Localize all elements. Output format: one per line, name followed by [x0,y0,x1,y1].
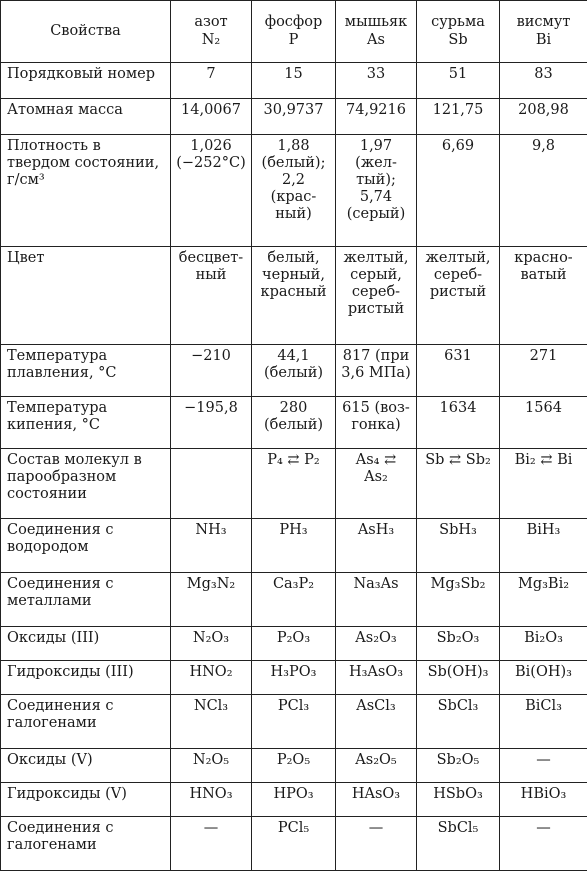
value-cell: 1564 [500,397,587,449]
element-symbol: N₂ [201,31,221,48]
value-cell: 1634 [417,397,500,449]
value-cell: SbCl₃ [417,695,500,749]
property-label: Гидроксиды (V) [1,783,171,817]
value-cell: 1,88 (белый); 2,2 (крас- ный) [252,135,336,247]
row-halogen-compounds-v [1,817,587,871]
value-cell: PH₃ [252,519,336,573]
value-cell: PCl₃ [252,695,336,749]
value-cell: P₂O₅ [252,749,336,783]
value-cell: Sb(OH)₃ [417,661,500,695]
value-cell: PCl₅ [252,817,336,871]
value-cell: 615 (воз- гонка) [336,397,417,449]
row-boiling-point [1,397,587,449]
value-cell: 1,97 (жел- тый); 5,74 (серый) [336,135,417,247]
row-oxides-iii [1,627,587,661]
element-symbol: Bi [535,31,552,48]
element-name: фосфор [264,14,323,31]
header-antimony [417,1,500,63]
value-cell: Sb₂O₃ [417,627,500,661]
value-cell: P₄ ⇄ P₂ [252,449,336,519]
value-cell: 271 [500,345,587,397]
value-cell: HSbO₃ [417,783,500,817]
value-cell: — [500,749,587,783]
value-cell: SbCl₅ [417,817,500,871]
element-name: висмут [516,14,571,31]
property-label: Температура кипения, °C [1,397,171,449]
value-cell [171,449,252,519]
header-bismuth [500,1,587,63]
value-cell: Sb₂O₅ [417,749,500,783]
value-cell: белый, черный, красный [252,247,336,345]
value-cell: 1,026 (−252°C) [171,135,252,247]
value-cell: 51 [417,63,500,99]
value-cell: −210 [171,345,252,397]
value-cell: N₂O₅ [171,749,252,783]
value-cell: 44,1 (белый) [252,345,336,397]
property-label: Температура плавления, °C [1,345,171,397]
value-cell: HAsO₃ [336,783,417,817]
element-symbol: Sb [448,31,468,48]
value-cell: As₂O₅ [336,749,417,783]
element-name: азот [194,14,228,31]
row-halogen-compounds-iii [1,695,587,749]
header-phosphorus [252,1,336,63]
value-cell: AsCl₃ [336,695,417,749]
value-cell: 208,98 [500,99,587,135]
value-cell: бесцвет- ный [171,247,252,345]
row-atomic-number [1,63,587,99]
value-cell: Mg₃Bi₂ [500,573,587,627]
value-cell: — [500,817,587,871]
value-cell: 631 [417,345,500,397]
value-cell: — [171,817,252,871]
value-cell: SbH₃ [417,519,500,573]
value-cell: −195,8 [171,397,252,449]
row-hydroxides-iii [1,661,587,695]
property-label: Соединения с галогенами [1,817,171,871]
value-cell: 280 (белый) [252,397,336,449]
value-cell: HBiO₃ [500,783,587,817]
value-cell: AsH₃ [336,519,417,573]
value-cell: N₂O₃ [171,627,252,661]
row-metal-compounds [1,573,587,627]
property-label: Атомная масса [1,99,171,135]
row-oxides-v [1,749,587,783]
value-cell: Sb ⇄ Sb₂ [417,449,500,519]
property-label: Гидроксиды (III) [1,661,171,695]
row-hydroxides-v [1,783,587,817]
value-cell: Na₃As [336,573,417,627]
property-label: Оксиды (III) [1,627,171,661]
value-cell: HPO₃ [252,783,336,817]
row-atomic-mass [1,99,587,135]
value-cell: As₄ ⇄ As₂ [336,449,417,519]
value-cell: 121,75 [417,99,500,135]
property-label: Оксиды (V) [1,749,171,783]
value-cell: желтый, сереб- ристый [417,247,500,345]
value-cell: Mg₃Sb₂ [417,573,500,627]
property-label: Состав молекул в парообразном состоянии [1,449,171,519]
value-cell: 83 [500,63,587,99]
row-vapor-molecules [1,449,587,519]
value-cell: Mg₃N₂ [171,573,252,627]
element-name: сурьма [431,14,485,31]
value-cell: Bi₂ ⇄ Bi [500,449,587,519]
header-properties: Свойства [1,1,171,63]
property-label: Порядковый номер [1,63,171,99]
header-row [1,1,587,63]
value-cell: NCl₃ [171,695,252,749]
value-cell: красно- ватый [500,247,587,345]
value-cell: 9,8 [500,135,587,247]
row-color [1,247,587,345]
value-cell: As₂O₃ [336,627,417,661]
value-cell: — [336,817,417,871]
property-label: Соединения с водородом [1,519,171,573]
value-cell: H₃AsO₃ [336,661,417,695]
value-cell: HNO₂ [171,661,252,695]
value-cell: 33 [336,63,417,99]
value-cell: Bi(OH)₃ [500,661,587,695]
value-cell: 817 (при 3,6 МПа) [336,345,417,397]
property-label: Плотность в твердом состоянии, г/см³ [1,135,171,247]
value-cell: 7 [171,63,252,99]
header-arsenic [336,1,417,63]
value-cell: H₃PO₃ [252,661,336,695]
property-label: Соединения с галогенами [1,695,171,749]
element-name: мышьяк [344,14,408,31]
value-cell: Bi₂O₃ [500,627,587,661]
value-cell: 14,0067 [171,99,252,135]
value-cell: HNO₃ [171,783,252,817]
property-label: Цвет [1,247,171,345]
row-density [1,135,587,247]
value-cell: 15 [252,63,336,99]
row-melting-point [1,345,587,397]
value-cell: NH₃ [171,519,252,573]
element-symbol: As [367,31,385,48]
header-nitrogen [171,1,252,63]
value-cell: 30,9737 [252,99,336,135]
property-label: Соединения с металлами [1,573,171,627]
value-cell: P₂O₃ [252,627,336,661]
value-cell: BiCl₃ [500,695,587,749]
value-cell: 74,9216 [336,99,417,135]
value-cell: 6,69 [417,135,500,247]
value-cell: BiH₃ [500,519,587,573]
element-symbol: P [288,31,299,48]
row-hydrogen-compounds [1,519,587,573]
value-cell: желтый, серый, сереб- ристый [336,247,417,345]
value-cell: Ca₃P₂ [252,573,336,627]
